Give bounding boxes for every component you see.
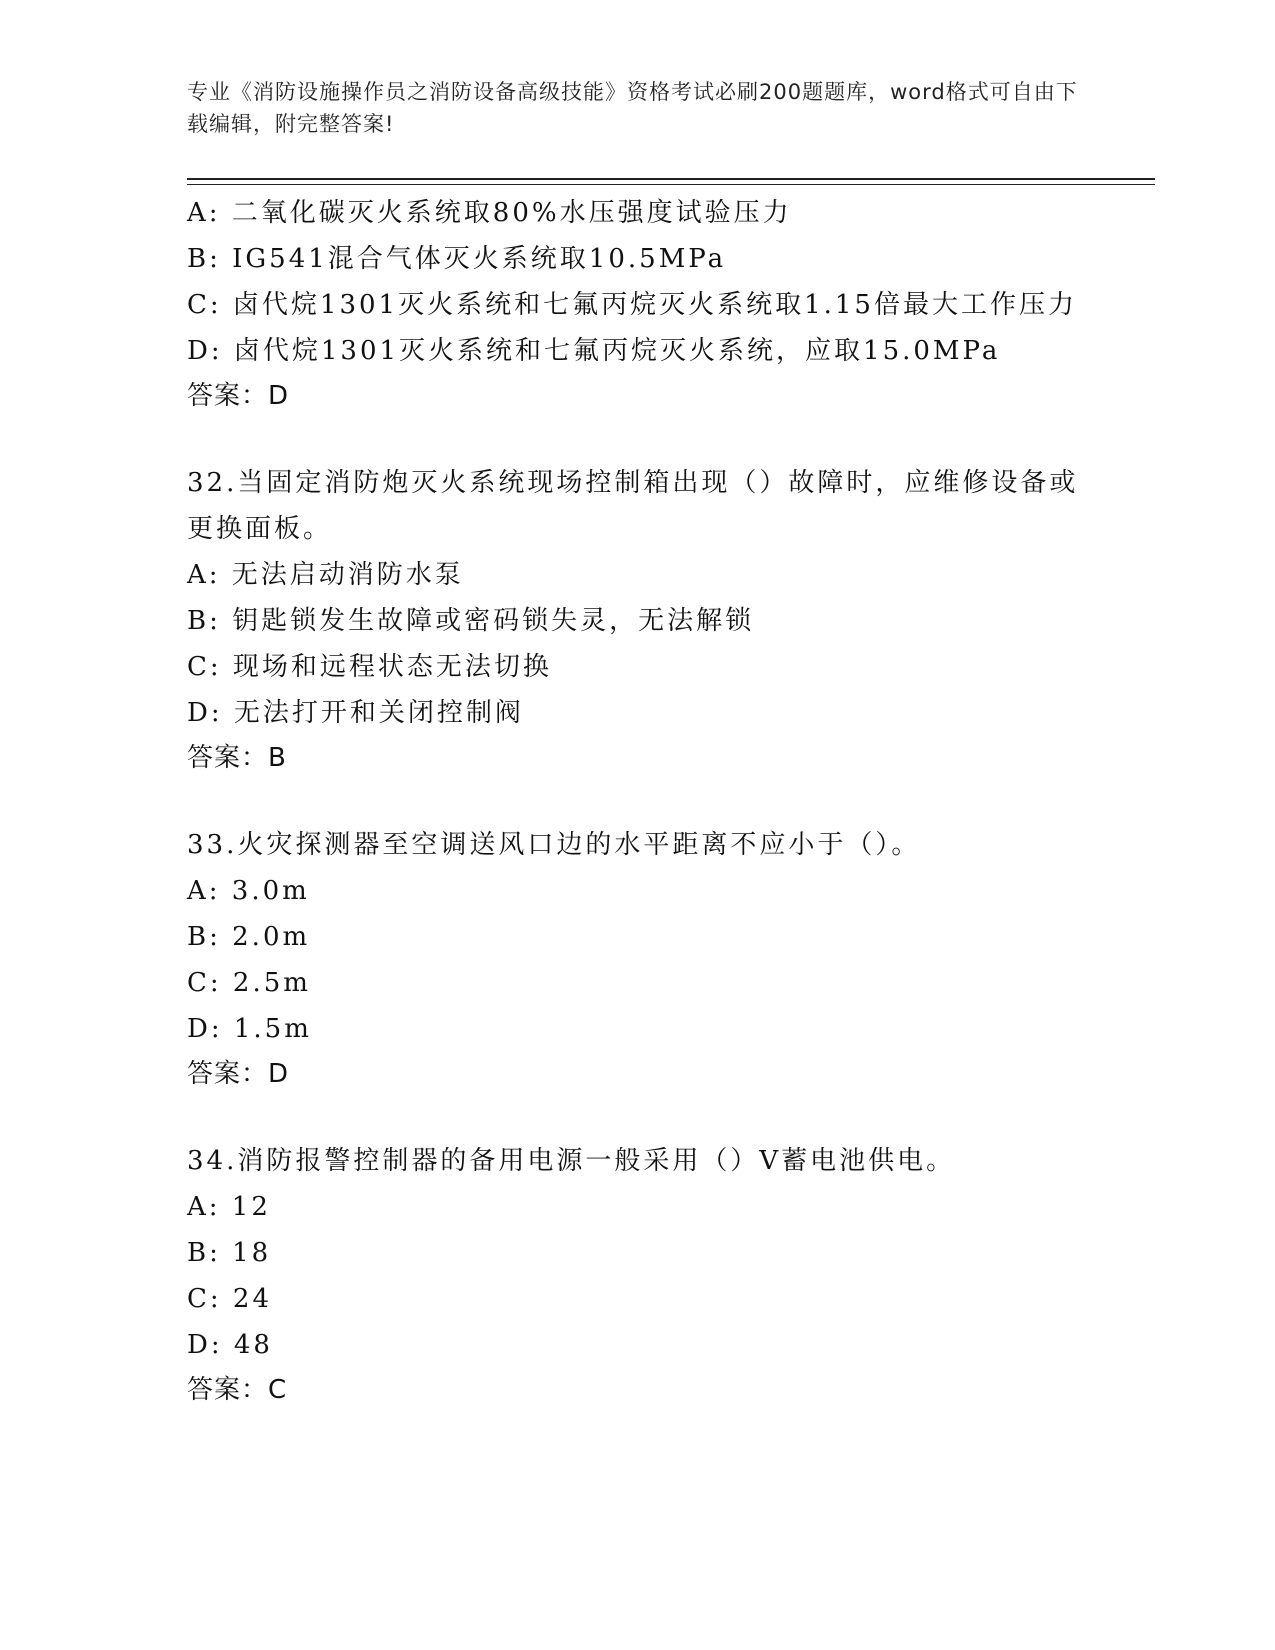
question-text: 32.当固定消防炮灭火系统现场控制箱出现（）故障时，应维修设备或更换面板。 (187, 468, 1079, 544)
option-d: D: 1.5m (187, 1014, 312, 1044)
question-text: 34.消防报警控制器的备用电源一般采用（）V蓄电池供电。 (187, 1146, 956, 1176)
option-d: D: 48 (187, 1330, 273, 1360)
option-c: C: 卤代烷1301灭火系统和七氟丙烷灭火系统取1.15倍最大工作压力 (187, 290, 1077, 320)
option-b: B: 钥匙锁发生故障或密码锁失灵，无法解锁 (187, 606, 755, 636)
option-c: C: 24 (187, 1284, 273, 1314)
question-list (187, 190, 1087, 1412)
question-31-block (187, 190, 1087, 418)
option-b: B: 2.0m (187, 922, 311, 952)
option-b: B: IG541混合气体灭火系统取10.5MPa (187, 244, 727, 274)
question-33-block (187, 822, 1087, 1096)
question-32-block (187, 460, 1087, 780)
option-a: A: 二氧化碳灭火系统取80%水压强度试验压力 (187, 198, 792, 228)
option-a: A: 12 (187, 1192, 271, 1222)
answer: 答案：B (187, 743, 287, 773)
option-a: A: 3.0m (187, 876, 310, 906)
option-c: C: 2.5m (187, 968, 311, 998)
question-text: 33.火灾探测器至空调送风口边的水平距离不应小于（）。 (187, 830, 921, 860)
option-d: D: 卤代烷1301灭火系统和七氟丙烷灭火系统，应取15.0MPa (187, 336, 1001, 366)
option-d: D: 无法打开和关闭控制阀 (187, 698, 524, 728)
answer: 答案：D (187, 381, 290, 411)
question-34-block (187, 1138, 1087, 1412)
answer: 答案：C (187, 1375, 288, 1405)
option-b: B: 18 (187, 1238, 272, 1268)
option-a: A: 无法启动消防水泵 (187, 560, 464, 590)
document-header: 专业《消防设施操作员之消防设备高级技能》资格考试必刷200题题库，word格式可自由下载编辑，附完整答案! (187, 80, 1078, 136)
answer: 答案：D (187, 1059, 290, 1089)
option-c: C: 现场和远程状态无法切换 (187, 652, 552, 682)
header-divider-thin (187, 184, 1155, 185)
header-divider (187, 178, 1155, 180)
